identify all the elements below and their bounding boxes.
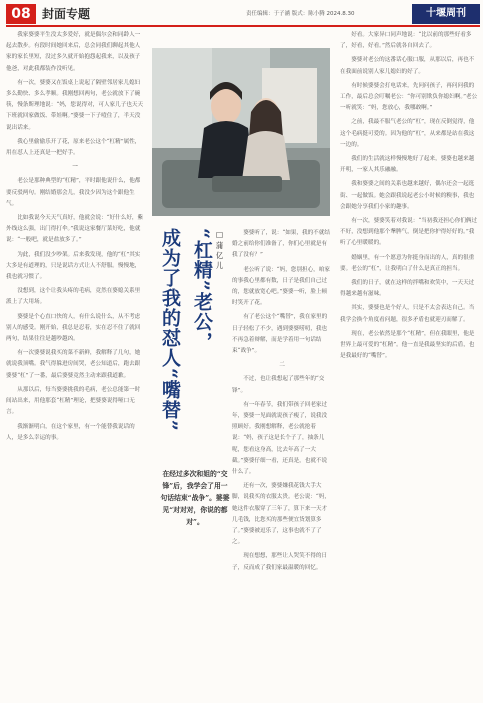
paragraph: 婆婆是个心直口快的人，有什么说什么，从不考虑别人的感受。刚开始，我总是忍着，实在忍不住了就回两句，结果往往是越吵越凶。 [6,313,141,343]
title-line-2: 成为了我的怼人“嘴替” [159,228,181,432]
paragraph: 我们的日子，就在这样的拌嘴和欢笑中，一天天过得越来越有滋味。 [340,280,475,298]
paragraph: 有一年春节，我们带孩子回老家过年，婆婆一见面就说孩子瘦了，说我没照顾好。我刚想解释，老公就抢着说：“妈，孩子这是长个子了，抽条儿呢，您看这身高，比去年高了一大截。”婆婆仔细一看，还真是，也就不说什么了。 [232,401,328,476]
publication-brand: 十堰周刊 [412,4,480,24]
article-column-3 [340,30,478,698]
paragraph: 有一次，婆婆笑着对我说：“当初我还担心你们俩过不好，没想到他那个犟脾气，倒是把你护得好好的。”我听了心里暖暖的。 [340,218,478,247]
paragraph: 我和婆婆之间的关系也越来越好，偶尔还会一起逛街、一起做饭。她会跟我说起老公小时候的糗事，我也会跟她分享我们小家的趣事。 [340,181,475,210]
paragraph: 老公是那种典型的“杠精”，平时跟他说什么，他都要反驳两句。刚结婚那会儿，我没少因为这个跟他生气。 [6,178,141,207]
paragraph: 为此，我们没少吵架。后来我发现，他的“杠”其实大多是有道理的，只是说话方式让人不舒服。慢慢地，我也就习惯了。 [6,251,141,281]
paragraph: 现在想想，那些让人哭笑不得的日子，反而成了我们家最温暖的回忆。 [232,553,328,571]
paragraph: 现在，老公依然是那个“杠精”，但在我眼里，他是世界上最可爱的“杠精”。他一直是我最坚实的后盾，也是我最好的“嘴替”。 [340,330,475,360]
section-marker: 一 [72,164,78,171]
paragraph: 有了老公这个“嘴替”，我在家里的日子轻松了不少，遇到婆婆唠叨，我也不再急着辩解，而是学着用一句话结束“战争”。 [232,314,328,355]
paragraph: 老公听了说：“妈，您别担心，咱家的事我心里都有数，日子是我们自己过的，您就放宽心吧。”婆婆一听，脸上顿时笑开了花。 [232,266,330,307]
article-column-2 [232,228,332,698]
couple-photo [152,48,330,216]
title-line-1: “杠精”老公， [191,228,213,352]
paragraph: 其实，婆婆也是个好人，只是不太会表达自己。当我学会换个角度看问题，很多矛盾也就迎刃而解了。 [340,305,475,323]
paragraph: 从那以后，每当婆婆挑我的毛病，老公总能第一时间站出来，用他那套“杠精”理论，把婆婆说得哑口无言。 [6,386,141,416]
page-header [6,4,480,24]
paragraph: 有一次婆婆说我买的菜不新鲜，我解释了几句，她就说我顶嘴。我气得躲进房间哭，老公知道后，跑去跟婆婆“杠”了一番，最后婆婆竟然主动来跟我道歉。 [6,350,141,379]
paragraph: 还有一次，婆婆嫌我花钱大手大脚，说我买的衣服太贵。老公说：“妈，她这件衣服穿了三年了，算下来一天才几毛钱，比您买的那些便宜货划算多了。”婆婆被逗乐了，这事也就不了了之。 [232,483,330,546]
paragraph: 我心里偷偷乐开了花，原来老公这个“杠精”属性，用在怼人上还真是一把好手。 [6,138,141,157]
photo-illustration [152,48,330,216]
paragraph: 没想到，这个让我头疼的毛病，竟然在婆媳关系里派上了大用场。 [6,288,141,306]
header-divider [6,25,480,27]
paragraph: 我们的生活就这样慢慢地好了起来，婆婆也越来越开明，一家人其乐融融。 [340,156,475,174]
paragraph: 我渐渐明白，在这个家里，有一个能替我说话的人，是多么幸运的事。 [6,423,135,441]
pull-quote: 在经过多次和姐的“交锋”后，我学会了用一句话结束“战争”。婆婆见“对对对，你说的都对”。 [160,470,230,526]
paragraph: 比如我说今天天气真好，他就会说：“好什么好，紫外线这么强，出门得打伞。”我说这家餐厅菜好吃，他就说：“一般吧，就是盐放多了。” [6,215,144,244]
editor-meta: 责任编辑：于子涵 版式：陈小腾 2024.8.30 [246,11,355,17]
paragraph: 婆婆听了，说：“如果，我的不就结婚之前给你们准备了，你们心里就是有我了没有？” [232,230,330,259]
article-column-1 [6,30,144,698]
byline: □ 蒲 亿 儿 [215,230,224,269]
paragraph: 有时候婆婆会打电话来，先问问孩子，再问问我的工作，最后总会叮嘱老公：“你可别欺负你媳妇啊。”老公一听就笑：“妈，您放心，我哪敢啊。” [340,82,478,112]
paragraph: 之前，我最不服气老公的“杠”，现在反倒觉得，他这个毛病挺可爱的。因为他的“杠”，从来都是站在我这一边的。 [340,119,475,148]
paragraph: 不过，也让我想起了那些年的“交锋”。 [232,376,325,394]
page-number: 08 [6,4,36,24]
article-title [158,228,213,460]
section-title: 封面专题 [42,7,91,21]
paragraph: 我家婆婆平生没太多爱好，就是偶尔会和同龄人一起去散步。有段时间她回来后，总会同我们聊起其他人家的家长里短，没过多久就开始抱怨起我来，以及孩子他爸，对此我都装作没听见。 [6,32,141,72]
paragraph: 好看。大家异口同声地说：“比以前的那些好看多了，好看，好看。”然后就各自回去了。 [340,32,472,50]
section-marker: 二 [279,362,285,369]
paragraph: 有一次，婆婆又在饭桌上说起了隔壁邻居家儿媳妇多么勤快、多么孝顺。我刚想回两句，老公就放下了碗筷，慢条斯理地说：“妈，您说得对，可人家儿子也天天下班就回家做饭、带娃啊。”婆婆一下子噎住了，半天没说出话来。 [6,79,144,131]
paragraph: 婆婆对老公的这番话心服口服，从那以后，再也不在我面前说别人家儿媳妇的好了。 [340,57,475,75]
paragraph: 婚姻里，有一个愿意为你挺身而出的人，真的很重要。老公的“杠”，让我明白了什么是真正的担当。 [340,254,475,272]
